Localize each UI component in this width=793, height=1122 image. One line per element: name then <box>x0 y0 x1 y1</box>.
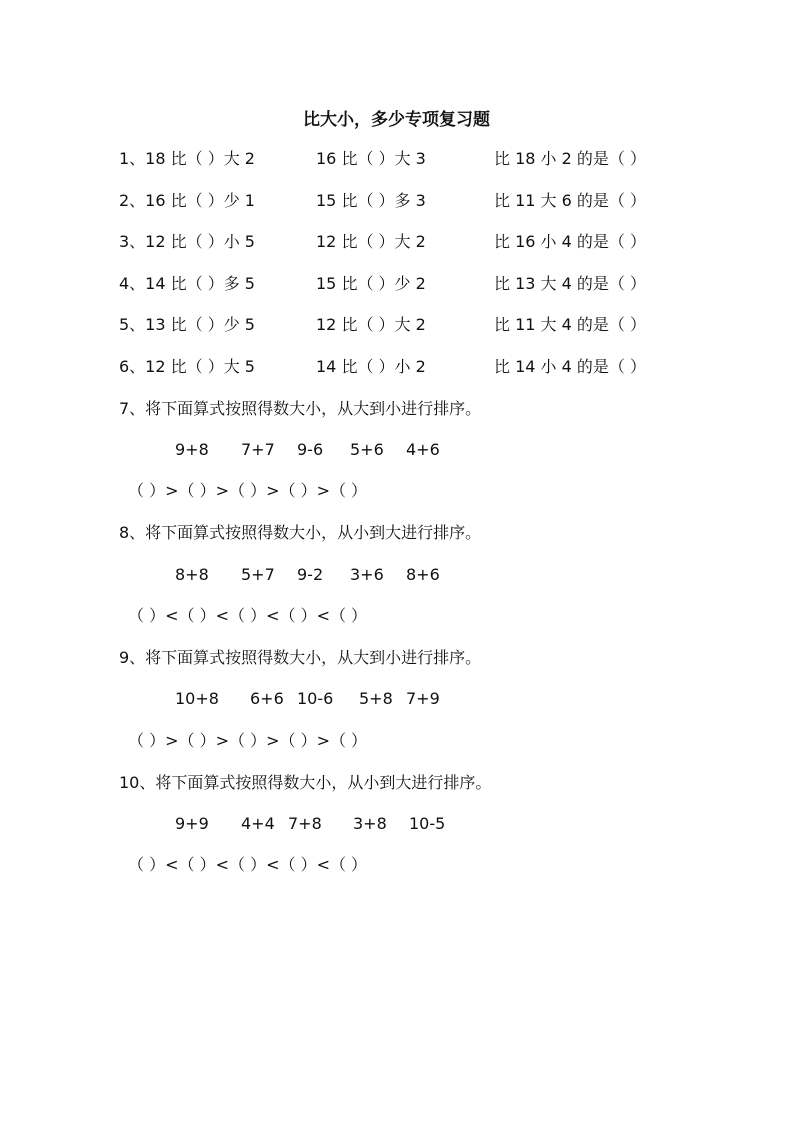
page-title: 比大小，多少专项复习题 <box>303 110 490 130</box>
question-part: 比 18 小 2 的是（ ） <box>494 149 646 168</box>
compare-row-1 <box>0 146 793 172</box>
expression: 9-2 <box>297 565 324 584</box>
expression: 3+6 <box>350 565 384 584</box>
instruction-text: 8、将下面算式按照得数大小，从小到大进行排序。 <box>119 523 482 542</box>
expression: 7+7 <box>241 440 275 459</box>
sort-question-8-expressions <box>0 562 793 588</box>
expression: 6+6 <box>250 689 284 708</box>
compare-row-6 <box>0 354 793 380</box>
compare-row-4 <box>0 271 793 297</box>
sort-question-8-answer <box>0 603 793 629</box>
answer-blanks: （ ）>（ ）>（ ）>（ ）>（ ） <box>128 731 368 750</box>
sort-question-8-instruction <box>0 520 793 546</box>
instruction-text: 10、将下面算式按照得数大小，从小到大进行排序。 <box>119 773 492 792</box>
expression: 7+9 <box>406 689 440 708</box>
expression: 9-6 <box>297 440 324 459</box>
expression: 9+9 <box>175 814 209 833</box>
expression: 10+8 <box>175 689 219 708</box>
question-part: 比 16 小 4 的是（ ） <box>494 232 646 251</box>
sort-question-7-instruction <box>0 396 793 422</box>
question-part: 15 比（ ）多 3 <box>316 191 426 210</box>
instruction-text: 9、将下面算式按照得数大小，从大到小进行排序。 <box>119 648 482 667</box>
compare-row-2 <box>0 188 793 214</box>
question-part: 5、13 比（ ）少 5 <box>119 315 255 334</box>
sort-question-7-answer <box>0 478 793 504</box>
question-part: 15 比（ ）少 2 <box>316 274 426 293</box>
question-part: 12 比（ ）大 2 <box>316 232 426 251</box>
question-part: 比 13 大 4 的是（ ） <box>494 274 646 293</box>
compare-row-3 <box>0 229 793 255</box>
question-part: 16 比（ ）大 3 <box>316 149 426 168</box>
question-part: 2、16 比（ ）少 1 <box>119 191 255 210</box>
sort-question-9-instruction <box>0 645 793 671</box>
sort-question-7-expressions <box>0 437 793 463</box>
question-part: 比 11 大 4 的是（ ） <box>494 315 646 334</box>
question-part: 14 比（ ）小 2 <box>316 357 426 376</box>
answer-blanks: （ ）>（ ）>（ ）>（ ）>（ ） <box>128 481 368 500</box>
expression: 9+8 <box>175 440 209 459</box>
expression: 10-5 <box>409 814 446 833</box>
answer-blanks: （ ）<（ ）<（ ）<（ ）<（ ） <box>128 855 368 874</box>
sort-question-10-expressions <box>0 811 793 837</box>
expression: 10-6 <box>297 689 334 708</box>
question-part: 1、18 比（ ）大 2 <box>119 149 255 168</box>
expression: 8+8 <box>175 565 209 584</box>
question-part: 3、12 比（ ）小 5 <box>119 232 255 251</box>
expression: 5+7 <box>241 565 275 584</box>
expression: 4+4 <box>241 814 275 833</box>
expression: 7+8 <box>288 814 322 833</box>
question-part: 6、12 比（ ）大 5 <box>119 357 255 376</box>
expression: 8+6 <box>406 565 440 584</box>
sort-question-10-instruction <box>0 770 793 796</box>
expression: 3+8 <box>353 814 387 833</box>
expression: 4+6 <box>406 440 440 459</box>
question-part: 4、14 比（ ）多 5 <box>119 274 255 293</box>
question-part: 比 14 小 4 的是（ ） <box>494 357 646 376</box>
sort-question-9-answer <box>0 728 793 754</box>
expression: 5+8 <box>359 689 393 708</box>
question-part: 12 比（ ）大 2 <box>316 315 426 334</box>
compare-row-5 <box>0 312 793 338</box>
sort-question-10-answer <box>0 852 793 878</box>
answer-blanks: （ ）<（ ）<（ ）<（ ）<（ ） <box>128 606 368 625</box>
sort-question-9-expressions <box>0 686 793 712</box>
instruction-text: 7、将下面算式按照得数大小，从大到小进行排序。 <box>119 399 482 418</box>
question-part: 比 11 大 6 的是（ ） <box>494 191 646 210</box>
expression: 5+6 <box>350 440 384 459</box>
